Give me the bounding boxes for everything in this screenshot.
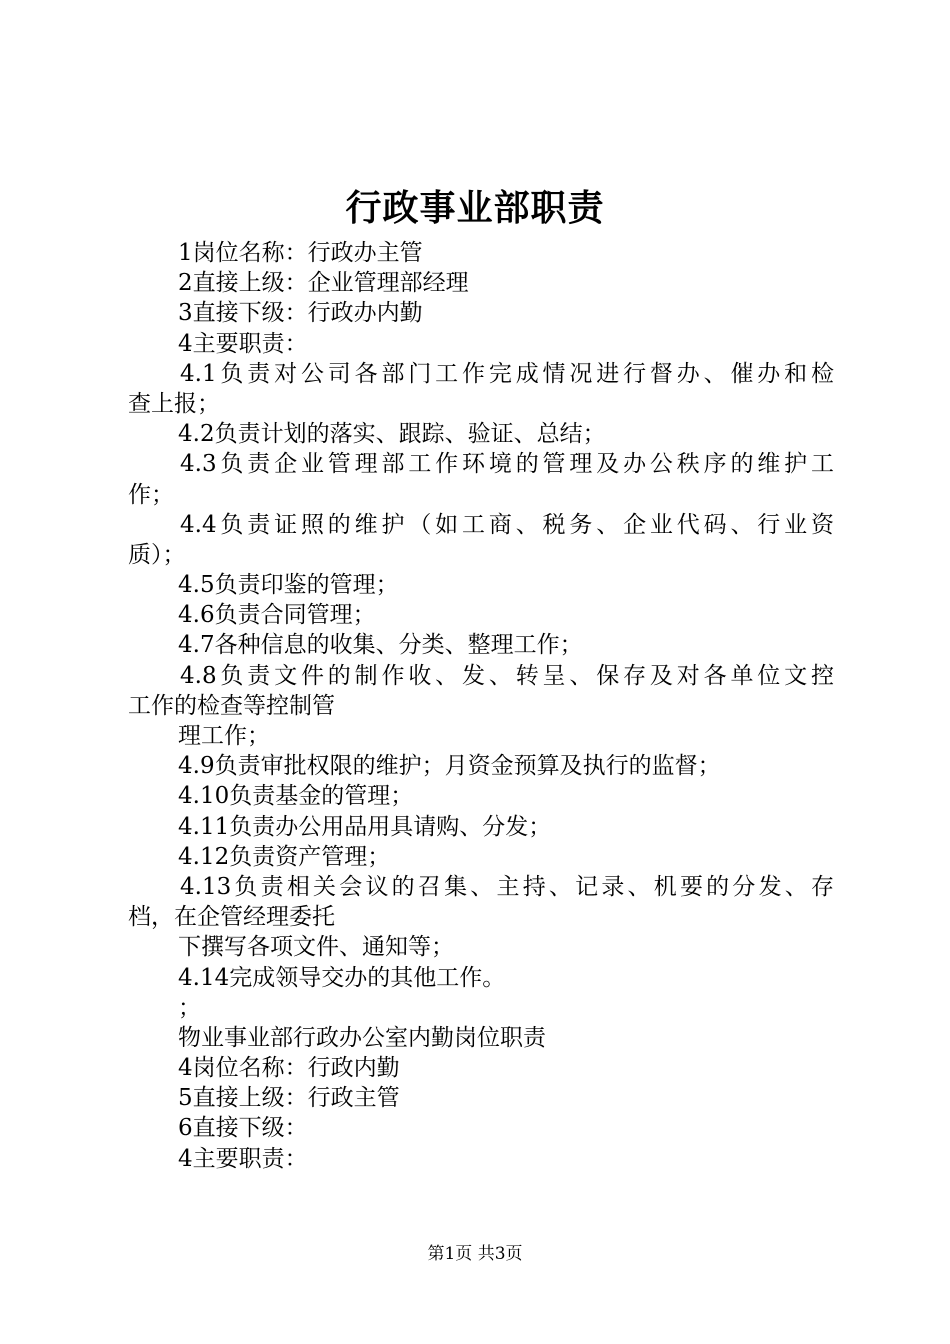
text-line: 作； bbox=[128, 481, 174, 508]
text-line: 下撰写各项文件、通知等； bbox=[178, 934, 454, 961]
text-line: 4.5负责印鉴的管理； bbox=[178, 572, 399, 599]
text-line: 6直接下级： bbox=[178, 1115, 308, 1142]
text-line: 1岗位名称：行政办主管 bbox=[178, 240, 423, 266]
text-line: 5直接上级：行政主管 bbox=[178, 1085, 400, 1112]
text-line: 查上报； bbox=[128, 390, 220, 417]
text-line: 4.9负责审批权限的维护；月资金预算及执行的监督； bbox=[178, 753, 721, 780]
text-line: 3直接下级：行政办内勤 bbox=[178, 300, 423, 327]
text-line: 4.8负责文件的制作收、发、转呈、保存及对各单位文控 bbox=[180, 662, 834, 689]
text-line: 档，在企管经理委托 bbox=[128, 904, 335, 931]
text-line: 理工作； bbox=[178, 723, 270, 749]
text-line: 4.14完成领导交办的其他工作。 bbox=[178, 964, 506, 991]
text-line: 2直接上级：企业管理部经理 bbox=[178, 270, 469, 297]
text-line: 4.10负责基金的管理； bbox=[178, 783, 414, 810]
text-line: 4.13负责相关会议的召集、主持、记录、机要的分发、存 bbox=[180, 873, 834, 900]
text-line: 4.12负责资产管理； bbox=[178, 843, 391, 870]
text-line: 4.11负责办公用品用具请购、分发； bbox=[178, 813, 552, 840]
text-line: 4.4负责证照的维护（如工商、税务、企业代码、行业资 bbox=[180, 511, 834, 538]
text-line: 物业事业部行政办公室内勤岗位职责 bbox=[178, 1024, 546, 1051]
text-line: ； bbox=[178, 994, 201, 1021]
text-line: 4主要职责： bbox=[178, 330, 308, 357]
text-line: 4.3负责企业管理部工作环境的管理及办公秩序的维护工 bbox=[180, 451, 834, 478]
text-line: 4.2负责计划的落实、跟踪、验证、总结； bbox=[178, 421, 606, 448]
text-line: 4.6负责合同管理； bbox=[178, 602, 376, 629]
text-line: 4主要职责： bbox=[178, 1145, 308, 1172]
text-line: 4.7各种信息的收集、分类、整理工作； bbox=[178, 632, 583, 659]
document-body bbox=[128, 238, 834, 1174]
text-line: 4岗位名称：行政内勤 bbox=[178, 1055, 400, 1082]
text-line: 4.1负责对公司各部门工作完成情况进行督办、催办和检 bbox=[180, 360, 834, 387]
page-footer: 第1页 共3页 bbox=[427, 1244, 523, 1264]
document-title: 行政事业部职责 bbox=[345, 187, 605, 229]
text-line: 工作的检查等控制管 bbox=[128, 692, 335, 719]
text-line: 质）； bbox=[128, 541, 186, 568]
